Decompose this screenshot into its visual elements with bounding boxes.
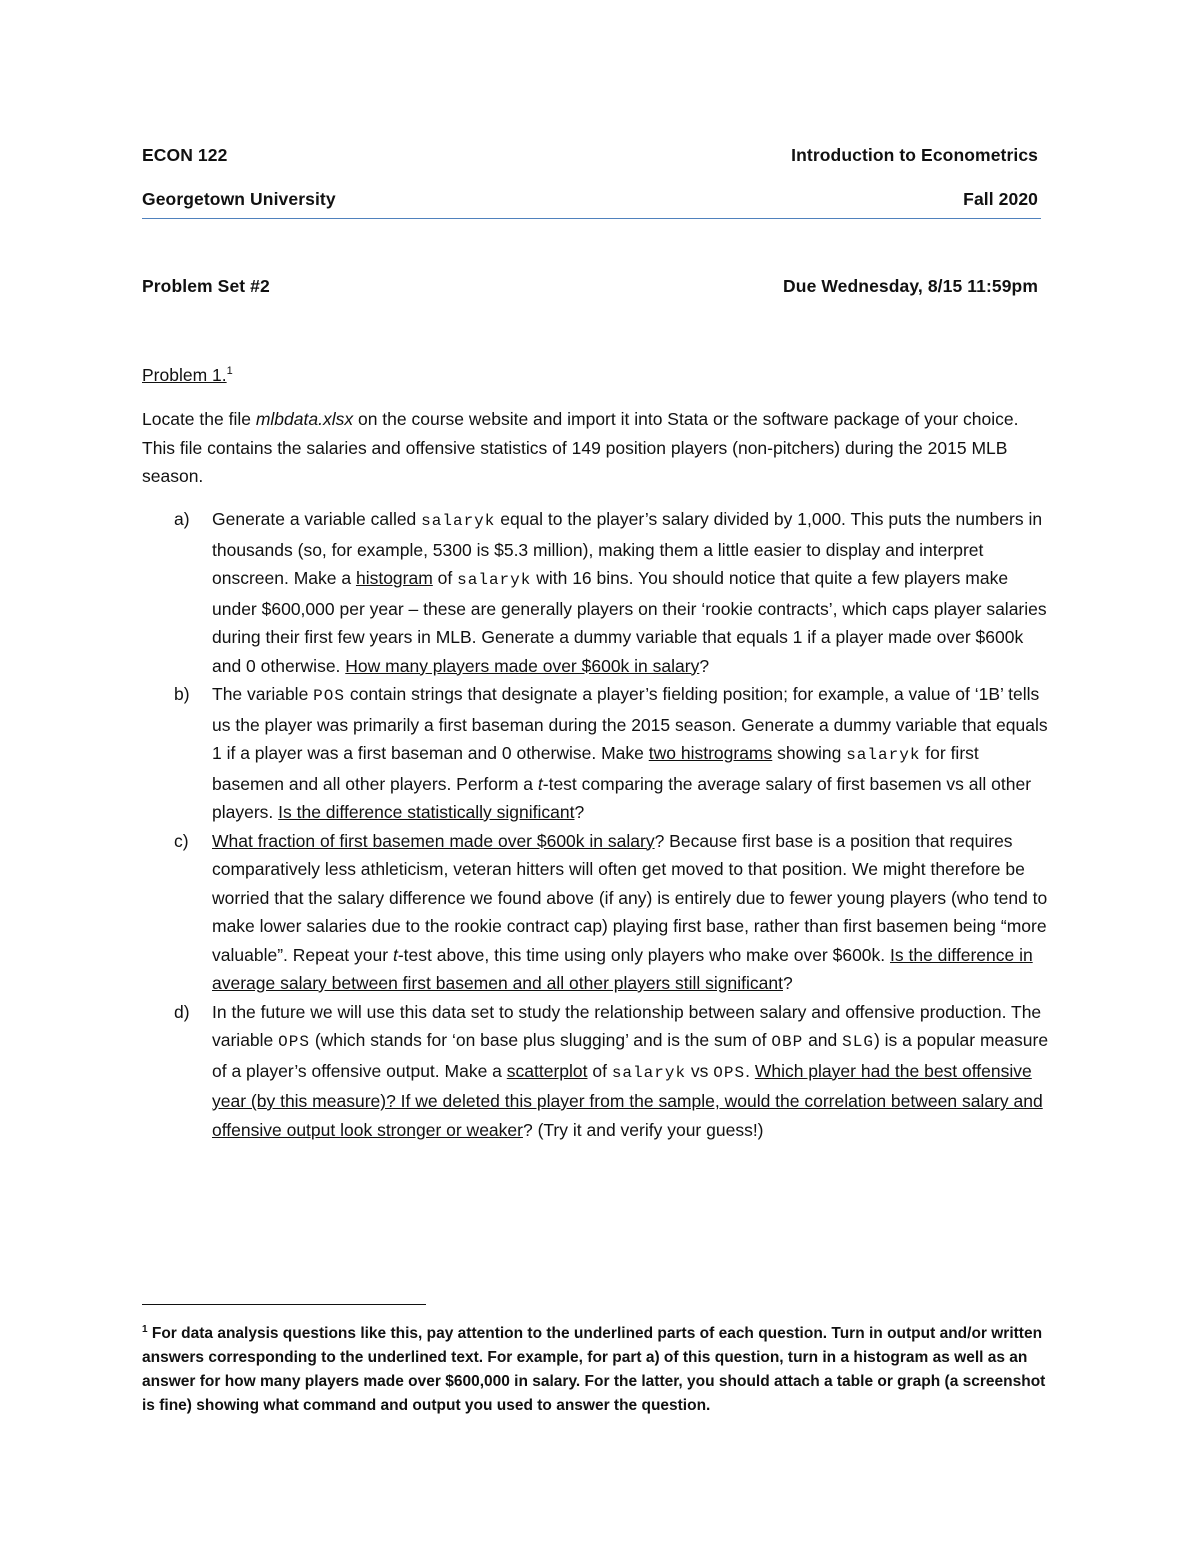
question-marker: b): [174, 684, 190, 704]
problem-title: Problem 1.: [142, 365, 227, 385]
question-text: of: [432, 568, 458, 588]
question-text: -test comparing the average salary of first basemen vs all other players.: [212, 773, 1032, 822]
question-text: for first basemen and all other players. Perform a: [212, 743, 979, 794]
variable-name: OPS: [278, 1033, 310, 1051]
variable-name: salaryk: [421, 512, 496, 530]
question-text: ? Because first base is a position that requires comparatively less athleticism, veteran hitters will often get moved to that position. We might therefore be worried that the salary difference we found above (if any) is entirely due to fewer young players (who tend to make lower salaries due to the rookie contract cap) playing first base, rather than first basemen being “more valuable”. Repeat your: [212, 830, 1048, 965]
underlined-task: Is the difference in average salary between first basemen and all other players still significant: [212, 944, 1033, 993]
question-text: contain strings that designate a player’s fielding position; for example, a value of ‘1B’ tells us the player was primarily a first baseman during the 2015 season. Generate a dummy variable that equals 1 if a player was a first baseman and 0 otherwise. Make: [212, 684, 1048, 763]
variable-name: salaryk: [611, 1063, 687, 1082]
underlined-task: Is the difference statistically significant: [278, 802, 575, 822]
question-text: Generate a variable called: [212, 509, 422, 529]
underlined-task: histogram: [355, 568, 433, 588]
course-code: ECON 122: [142, 145, 228, 165]
underlined-task: scatterplot: [506, 1060, 588, 1081]
file-name: mlbdata.xlsx: [255, 409, 354, 429]
variable-name: OBP: [771, 1033, 804, 1051]
intro-text: on the course website and import it into Stata or the software package of your choice. This file contains the salaries and offensive statistics of 149 position players (non-pitchers) during the 2015 MLB season.: [142, 409, 1019, 486]
due-date: Due Wednesday, 8/15 11:59pm: [783, 276, 1038, 296]
footnote-number: 1: [142, 1324, 148, 1335]
question-text: .: [745, 1060, 755, 1081]
question-marker: c): [174, 830, 189, 851]
question-text: ?: [574, 802, 585, 822]
header-divider: [142, 218, 1041, 219]
question-c: [142, 827, 1054, 998]
university-name: Georgetown University: [142, 189, 336, 209]
footnote-text: For data analysis questions like this, pay attention to the underlined parts of each question. Turn in output and/or written answers corresponding to the underlined text. For example, for part a) of this question, turn in a histogram as well as an answer for how many players made over $600,000 in salary. For the latter, you should attach a table or graph (a screenshot is fine) showing what command and output you used to answer the question.: [142, 1325, 1046, 1414]
header-row-problem-set: [142, 276, 1038, 297]
italic-t: t: [392, 944, 398, 965]
variable-name: salaryk: [457, 571, 532, 589]
question-text: (which stands for ‘on base plus slugging’ and is the sum of: [309, 1030, 772, 1050]
question-list: [142, 505, 1054, 1144]
header-row-university: [142, 189, 1038, 210]
underlined-task: How many players made over $600k in salary: [345, 655, 700, 676]
question-text: -test above, this time using only players who make over $600k.: [397, 944, 891, 965]
footnote-ref: 1: [226, 365, 233, 377]
problem-heading: [142, 365, 233, 386]
variable-name: SLG: [842, 1033, 874, 1051]
problem-intro: [142, 405, 1054, 491]
problem-set-title: Problem Set #2: [142, 276, 270, 296]
question-d: [142, 998, 1054, 1145]
footnote-divider: [142, 1304, 426, 1305]
variable-name: POS: [313, 687, 345, 705]
italic-t: t: [537, 773, 543, 794]
variable-name: OPS: [713, 1063, 746, 1082]
question-a: [142, 505, 1054, 680]
header-row-course: [142, 145, 1038, 166]
underlined-task: What fraction of first basemen made over $600k in salary: [212, 830, 655, 851]
question-text: showing: [772, 743, 847, 763]
question-text: The variable: [212, 684, 314, 704]
question-text: equal to the player’s salary divided by 1,000. This puts the numbers in thousands (so, for example, 5300 is $5.3 million), making them a little easier to display and interpret onscreen. Make a: [212, 509, 1043, 588]
variable-name: salaryk: [846, 746, 921, 764]
term: Fall 2020: [963, 189, 1038, 209]
question-b: [142, 680, 1054, 827]
question-text: ?: [783, 973, 793, 993]
underlined-task: two histrograms: [648, 743, 773, 763]
intro-text: Locate the file: [142, 409, 256, 429]
question-marker: a): [174, 509, 190, 529]
underlined-task: Which player had the best offensive year (by this measure)? If we deleted this player from the sample, would the correlation between salary and offensive output look stronger or weaker: [212, 1060, 1043, 1140]
footnote: [142, 1318, 1054, 1418]
question-text: In the future we will use this data set to study the relationship between salary and offensive production. The variable: [212, 1001, 1042, 1050]
question-text: and: [803, 1030, 843, 1050]
question-text: vs: [686, 1060, 714, 1081]
course-title: Introduction to Econometrics: [791, 145, 1038, 165]
question-text: of: [587, 1060, 612, 1081]
question-text: ) is a popular measure of a player’s offensive output. Make a: [212, 1030, 1049, 1081]
question-text: ? (Try it and verify your guess!): [522, 1119, 764, 1140]
question-marker: d): [174, 1001, 190, 1022]
question-text: ?: [699, 655, 710, 676]
question-text: with 16 bins. You should notice that quite a few players make under $600,000 per year – these are generally players on their ‘rookie contracts’, which caps player salaries during their first few years in MLB. Generate a dummy variable that equals 1 if a player made over $600k and 0 otherwise.: [212, 568, 1047, 676]
